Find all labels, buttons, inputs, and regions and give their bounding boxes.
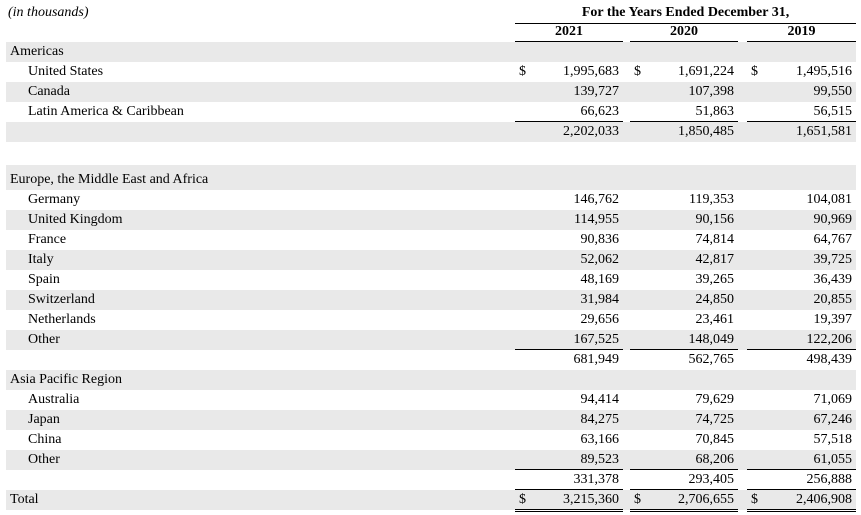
value-2019: 67,246 bbox=[813, 412, 852, 427]
value-2021: 146,762 bbox=[573, 192, 619, 207]
year-header-2020: 2020 bbox=[630, 23, 738, 42]
currency-symbol: $ bbox=[519, 64, 526, 79]
value-2021: 29,656 bbox=[580, 312, 619, 327]
value-2021: 1,995,683 bbox=[563, 64, 619, 79]
subtotal-2021: 681,949 bbox=[573, 352, 619, 367]
year-header-2019: 2019 bbox=[747, 23, 856, 42]
value-2020: 79,629 bbox=[695, 392, 734, 407]
row-label: Other bbox=[28, 332, 60, 347]
total-row bbox=[6, 490, 856, 510]
row-label: United States bbox=[28, 64, 104, 79]
section-heading-emea bbox=[6, 170, 856, 190]
value-2020: 90,156 bbox=[695, 212, 734, 227]
total-label: Total bbox=[10, 492, 39, 507]
row-label: Spain bbox=[28, 272, 60, 287]
subtotal-2021: 331,378 bbox=[573, 472, 619, 487]
value-2019: 99,550 bbox=[813, 84, 852, 99]
value-2019: 19,397 bbox=[813, 312, 852, 327]
subtotal-2020: 1,850,485 bbox=[678, 124, 734, 139]
section-label: Americas bbox=[10, 44, 64, 59]
section-heading-apac bbox=[6, 370, 856, 390]
value-2020: 24,850 bbox=[695, 292, 734, 307]
subtotal-2021: 2,202,033 bbox=[563, 124, 619, 139]
value-2020: 148,049 bbox=[688, 332, 734, 347]
value-2021: 31,984 bbox=[580, 292, 619, 307]
year-column-headers bbox=[6, 23, 856, 42]
total-2019: 2,406,908 bbox=[796, 492, 852, 507]
table-row-canada bbox=[6, 82, 856, 102]
value-2020: 107,398 bbox=[688, 84, 734, 99]
value-2021: 63,166 bbox=[580, 432, 619, 447]
table-row-switzerland bbox=[6, 290, 856, 310]
table-header-top bbox=[6, 3, 856, 23]
table-row-spain bbox=[6, 270, 856, 290]
table-row-germany bbox=[6, 190, 856, 210]
row-label: Japan bbox=[28, 412, 60, 427]
row-label: Canada bbox=[28, 84, 70, 99]
table-row-netherlands bbox=[6, 310, 856, 330]
value-2021: 114,955 bbox=[574, 212, 619, 227]
table-row-japan bbox=[6, 410, 856, 430]
section-heading-americas bbox=[6, 42, 856, 62]
value-2019: 1,495,516 bbox=[796, 64, 852, 79]
subtotal-row-apac bbox=[6, 470, 856, 490]
years-header-title: For the Years Ended December 31, bbox=[515, 5, 856, 24]
revenue-by-region-table bbox=[6, 3, 856, 510]
total-2021: 3,215,360 bbox=[563, 492, 619, 507]
value-2020: 70,845 bbox=[695, 432, 734, 447]
row-label: Other bbox=[28, 452, 60, 467]
value-2020: 74,725 bbox=[695, 412, 734, 427]
units-note: (in thousands) bbox=[8, 5, 89, 20]
row-label: Latin America & Caribbean bbox=[28, 104, 184, 119]
value-2021: 139,727 bbox=[573, 84, 619, 99]
subtotal-2020: 562,765 bbox=[688, 352, 734, 367]
value-2021: 90,836 bbox=[580, 232, 619, 247]
value-2019: 122,206 bbox=[806, 332, 852, 347]
value-2019: 90,969 bbox=[813, 212, 852, 227]
table-row-latin-america bbox=[6, 102, 856, 122]
subtotal-2019: 1,651,581 bbox=[796, 124, 852, 139]
total-2020: 2,706,655 bbox=[678, 492, 734, 507]
table-row-united-states bbox=[6, 62, 856, 82]
subtotal-2019: 498,439 bbox=[806, 352, 852, 367]
year-header-2021: 2021 bbox=[515, 23, 623, 42]
value-2019: 39,725 bbox=[813, 252, 852, 267]
value-2021: 48,169 bbox=[580, 272, 619, 287]
currency-symbol: $ bbox=[634, 492, 641, 507]
value-2021: 84,275 bbox=[580, 412, 619, 427]
table-row-apac-other bbox=[6, 450, 856, 470]
value-2019: 71,069 bbox=[813, 392, 852, 407]
subtotal-2020: 293,405 bbox=[688, 472, 734, 487]
table-row-italy bbox=[6, 250, 856, 270]
value-2021: 66,623 bbox=[580, 104, 619, 119]
table-row-emea-other bbox=[6, 330, 856, 350]
row-label: China bbox=[28, 432, 62, 447]
value-2019: 57,518 bbox=[813, 432, 852, 447]
value-2020: 23,461 bbox=[695, 312, 734, 327]
row-label: France bbox=[28, 232, 67, 247]
table-row-france bbox=[6, 230, 856, 250]
subtotal-2019: 256,888 bbox=[806, 472, 852, 487]
value-2021: 94,414 bbox=[580, 392, 619, 407]
value-2020: 74,814 bbox=[695, 232, 734, 247]
subtotal-row-emea bbox=[6, 350, 856, 370]
row-label: Germany bbox=[28, 192, 81, 207]
value-2020: 51,863 bbox=[695, 104, 734, 119]
table-row-united-kingdom bbox=[6, 210, 856, 230]
subtotal-row-americas bbox=[6, 122, 856, 142]
section-label: Europe, the Middle East and Africa bbox=[10, 172, 209, 187]
row-label: Netherlands bbox=[28, 312, 96, 327]
value-2020: 68,206 bbox=[695, 452, 734, 467]
value-2020: 42,817 bbox=[695, 252, 734, 267]
value-2019: 56,515 bbox=[813, 104, 852, 119]
value-2019: 104,081 bbox=[806, 192, 852, 207]
currency-symbol: $ bbox=[751, 492, 758, 507]
currency-symbol: $ bbox=[751, 64, 758, 79]
value-2019: 64,767 bbox=[813, 232, 852, 247]
value-2020: 39,265 bbox=[695, 272, 734, 287]
table-row-australia bbox=[6, 390, 856, 410]
value-2019: 61,055 bbox=[813, 452, 852, 467]
value-2020: 119,353 bbox=[689, 192, 734, 207]
row-label: Australia bbox=[28, 392, 80, 407]
currency-symbol: $ bbox=[519, 492, 526, 507]
value-2021: 167,525 bbox=[573, 332, 619, 347]
table-row-china bbox=[6, 430, 856, 450]
value-2019: 36,439 bbox=[813, 272, 852, 287]
spacer-row bbox=[6, 142, 856, 165]
row-label: Switzerland bbox=[28, 292, 95, 307]
row-label: Italy bbox=[28, 252, 54, 267]
section-label: Asia Pacific Region bbox=[10, 372, 122, 387]
value-2020: 1,691,224 bbox=[678, 64, 734, 79]
currency-symbol: $ bbox=[634, 64, 641, 79]
row-label: United Kingdom bbox=[28, 212, 123, 227]
value-2019: 20,855 bbox=[813, 292, 852, 307]
value-2021: 89,523 bbox=[580, 452, 619, 467]
value-2021: 52,062 bbox=[580, 252, 619, 267]
